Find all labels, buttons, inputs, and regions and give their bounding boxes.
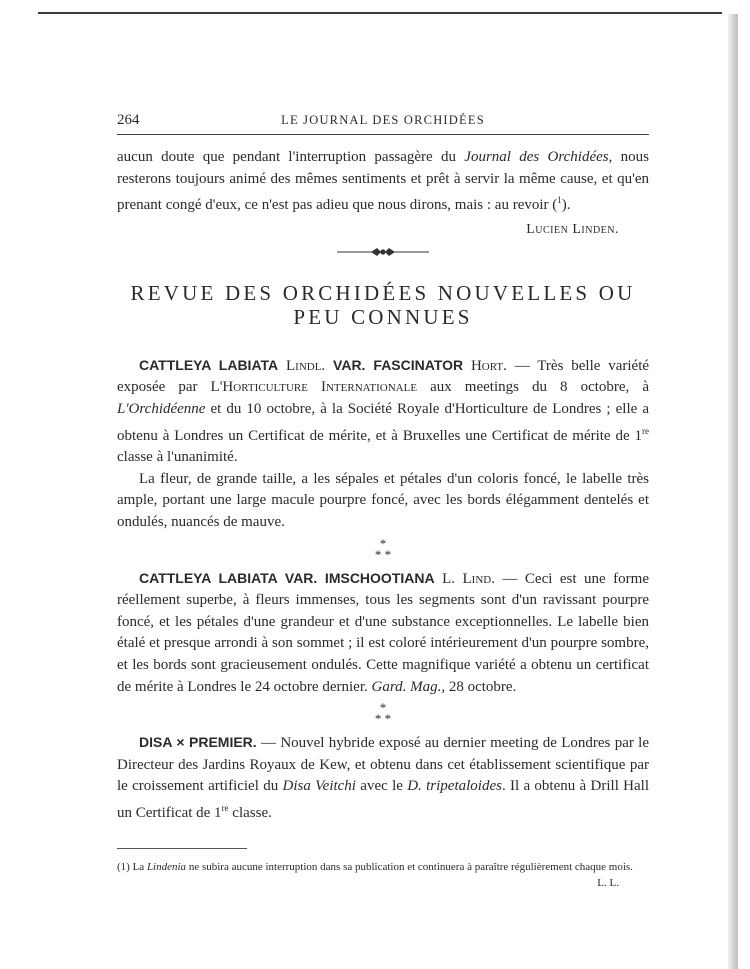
intro-paragraph — [117, 147, 649, 217]
page-edge-shadow — [728, 14, 738, 969]
entry-text: — Très belle variété exposée par — [117, 357, 650, 396]
entry-cattleya-imschootiana — [117, 568, 649, 699]
entry-text: — Ceci est une forme réellement superbe, à fleurs immenses, tous les segments sont d'un ravissant pourpre foncé, et les pétales d'une grandeur et d'une substance exceptionnelles. Le labelle bien étalé et presque arrondi à son sommet ; il est coloré intérieurement d'un pourpre sombre, et les bords sont gracieusement ondulés. Cette magnifique variété a obtenu un certificat de mérite à Londres le 24 octobre dernier. — [117, 570, 649, 695]
article-title-line: PEU CONNUES — [293, 304, 473, 329]
entry-text: , 28 octobre. — [441, 678, 517, 695]
ornament-divider — [117, 245, 649, 263]
intro-text: aucun doute que pendant l'interruption passagère du — [117, 149, 465, 165]
journal-name: Lindenia — [146, 861, 187, 874]
entry-heading: VAR. FASCINATOR — [333, 356, 464, 373]
asterism-separator: * * * — [374, 700, 392, 727]
entry-text: classe à l'unanimité. — [117, 449, 238, 466]
running-title: LE JOURNAL DES ORCHIDÉES — [281, 113, 485, 127]
signature: Lucien Linden. — [526, 221, 619, 237]
footnote: (1) La Lindenia ne subira aucune interruption dans sa publication et continuera à paraître régulièrement chaque mois. L. L. — [117, 861, 633, 890]
species-name: Disa Veitchi — [282, 778, 356, 795]
article-title — [117, 281, 649, 329]
footnote-ref: 1 — [557, 195, 562, 206]
entry-text: et du 10 octobre, à la Société Royale d'Horticulture de Londres ; elle a obtenu à Londres un Certificat de mérite, et à Bruxelles une Certificat de mérite de 1 — [117, 400, 649, 444]
entry-heading: CATTLEYA LABIATA VAR. IMSCHOOTIANA — [139, 569, 435, 586]
society-name: L'Orchidéenne — [117, 400, 206, 417]
footnote-rule — [117, 848, 247, 849]
entry-author: Hort. — [470, 357, 507, 374]
top-border-line — [38, 12, 722, 14]
entry-text: aux meetings du 8 octobre, à — [417, 379, 649, 396]
entry-author: L. Lind. — [442, 570, 495, 587]
entry-text: avec le — [355, 778, 408, 795]
journal-page — [117, 108, 649, 891]
intro-text: ). — [561, 197, 571, 214]
source-citation: Gard. Mag. — [371, 678, 442, 695]
species-name: D. tripetaloides — [407, 778, 502, 795]
entry-text: — Nouvel hybride exposé au dernier meeting de Londres par le Directeur des Jardins Royaux de Kew, et obtenu dans cet établissement scientifique par le croissement artificiel du — [117, 735, 649, 795]
entry-cattleya-fascinator — [117, 355, 649, 469]
entry-heading: DISA × PREMIER. — [139, 734, 257, 751]
ordinal-suffix: re — [642, 425, 649, 436]
footnote-marker: (1) — [117, 861, 130, 874]
article-title-line: REVUE DES ORCHIDÉES NOUVELLES OU — [130, 280, 636, 305]
entry-heading: CATTLEYA LABIATA — [139, 356, 279, 373]
entry-disa-premier — [117, 732, 649, 824]
entry-text: classe. — [228, 804, 272, 821]
entry-description: La fleur, de grande taille, a les sépales et pétales d'un coloris foncé, le labelle très ample, portant une large macule pourpre foncé, avec les bords élégamment dentelés et ondulés, nuancés de mauve. — [117, 470, 649, 530]
page-number: 264 — [117, 112, 140, 128]
intro-text: , nous resterons toujours animé des mêmes sentiments et prêt à servir la même cause, et qu'en prenant congé d'eux, ce n'est pas adieu que nous dirons, mais : au revoir ( — [117, 149, 649, 214]
asterism-separator: * * * — [374, 535, 392, 562]
company-name: L'Horticulture Internationale — [210, 379, 418, 396]
entry-text: . Il a obtenu à Drill Hall un Certificat de 1 — [117, 778, 649, 821]
footnote-signature: L. L. — [597, 877, 619, 890]
entry-author: Lindl. — [286, 357, 326, 374]
page-header — [117, 108, 649, 135]
ordinal-suffix: re — [221, 802, 229, 813]
journal-title: Journal des Orchidées — [464, 149, 609, 165]
